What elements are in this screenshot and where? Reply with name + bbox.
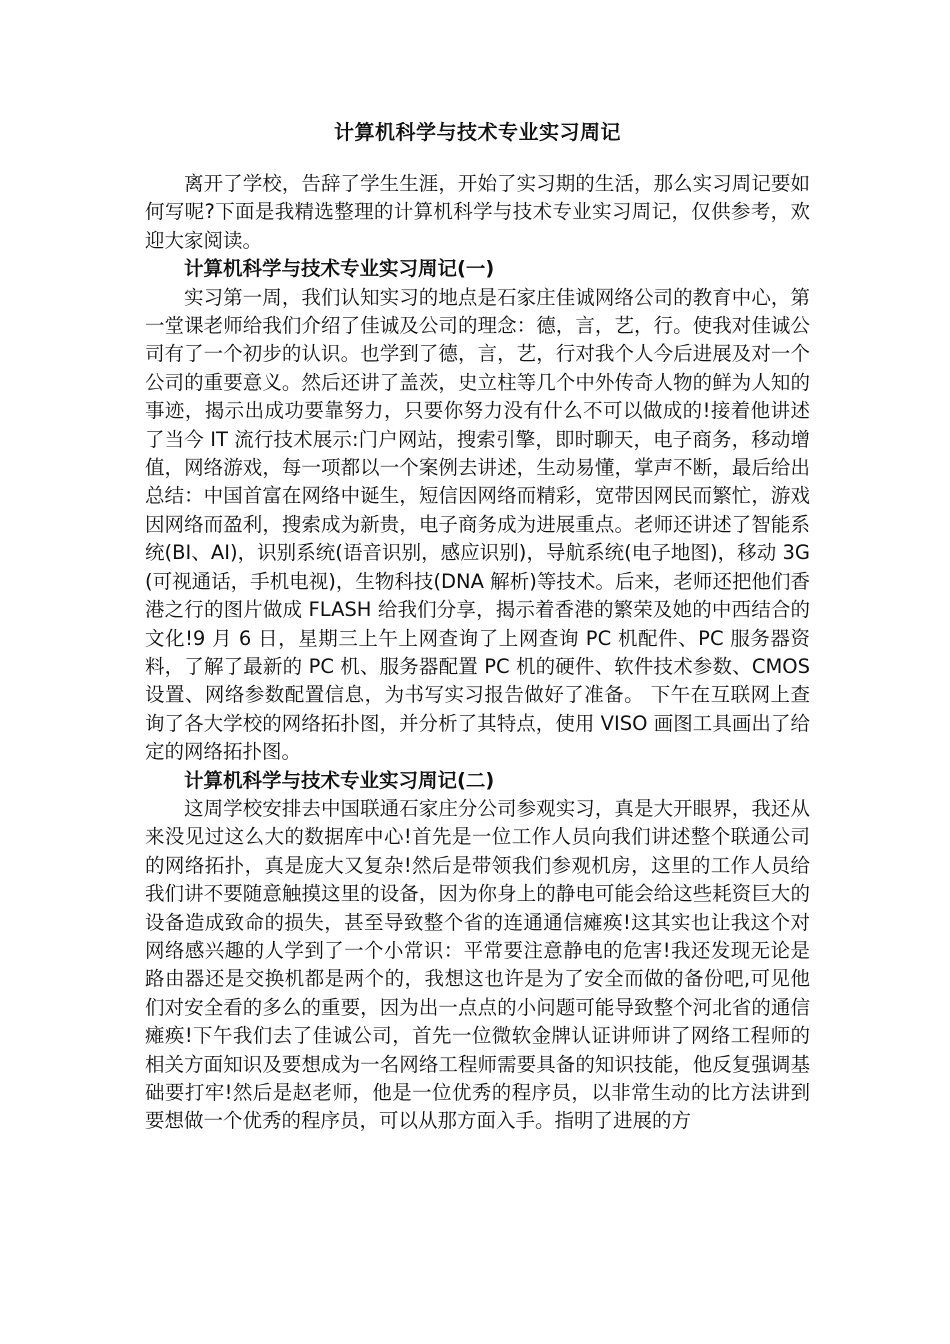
section-body: 这周学校安排去中国联通石家庄分公司参观实习，真是大开眼界，我还从来没见过这么大的数据库中心!首先是一位工作人员向我们讲述整个联通公司的网络拓扑，真是庞大又复杂!然后是带领我们参观机房，这里的工作人员给我们讲不要随意触摸这里的设备，因为你身上的静电可能会给这些耗资巨大的设备造成致命的损失，甚至导致整个省的连通通信瘫痪!这其实也让我这个对网络感兴趣的人学到了一个小常识：平常要注意静电的危害!我还发现无论是路由器还是交换机都是两个的，我想这也许是为了安全而做的备份吧,可见他们对安全看的多么的重要，因为出一点点的小问题可能导致整个河北省的通信瘫痪!下午我们去了佳诚公司，首先一位微软金牌认证讲师讲了网络工程师的相关方面知识及要想成为一名网络工程师需要具备的知识技能，他反复强调基础要打牢!然后是赵老师，他是一位优秀的程序员，以非常生动的比方法讲到要想做一个优秀的程序员，可以从那方面入手。指明了进展的方 [145,796,810,1133]
document-page [145,117,810,1136]
document-title: 计算机科学与技术专业实习周记 [334,120,621,144]
section-1 [145,255,810,766]
section-heading: 计算机科学与技术专业实习周记(一) [184,257,495,281]
section-2 [145,767,810,1136]
intro-paragraph: 离开了学校，告辞了学生生涯，开始了实习期的生活，那么实习周记要如何写呢?下面是我精选整理的计算机科学与技术专业实习周记，仅供参考，欢迎大家阅读。 [145,172,810,252]
section-heading: 计算机科学与技术专业实习周记(二) [184,768,495,792]
section-body: 实习第一周，我们认知实习的地点是石家庄佳诚网络公司的教育中心，第一堂课老师给我们介绍了佳诚及公司的理念：德，言，艺，行。使我对佳诚公司有了一个初步的认识。也学到了德，言，艺，行对我个人今后进展及对一个公司的重要意义。然后还讲了盖茨，史立柱等几个中外传奇人物的鲜为人知的事迹，揭示出成功要靠努力，只要你努力没有什么不可以做成的!接着他讲述了当今 IT 流行技术展示:门户网站，搜索引擎，即时聊天，电子商务，移动增值，网络游戏，每一项都以一个案例去讲述，生动易懂，掌声不断，最后给出总结：中国首富在网络中诞生，短信因网络而精彩，宽带因网民而繁忙，游戏因网络而盈利，搜索成为新贵，电子商务成为进展重点。老师还讲述了智能系统(BI、AI)，识别系统(语音识别，感应识别)，导航系统(电子地图)，移动 3G(可视通话，手机电视)，生物科技(DNA 解析)等技术。后来，老师还把他们香港之行的图片做成 FLASH 给我们分享，揭示着香港的繁荣及她的中西结合的文化!9 月 6 日，星期三上午上网查询了上网查询 PC 机配件、PC 服务器资料，了解了最新的 PC 机、服务器配置 PC 机的硬件、软件技术参数、CMOS 设置、网络参数配置信息，为书写实习报告做好了准备。 下午在互联网上查询了各大学校的网络拓扑图，并分析了其特点，使用 VISO 画图工具画出了给定的网络拓扑图。 [145,285,810,764]
